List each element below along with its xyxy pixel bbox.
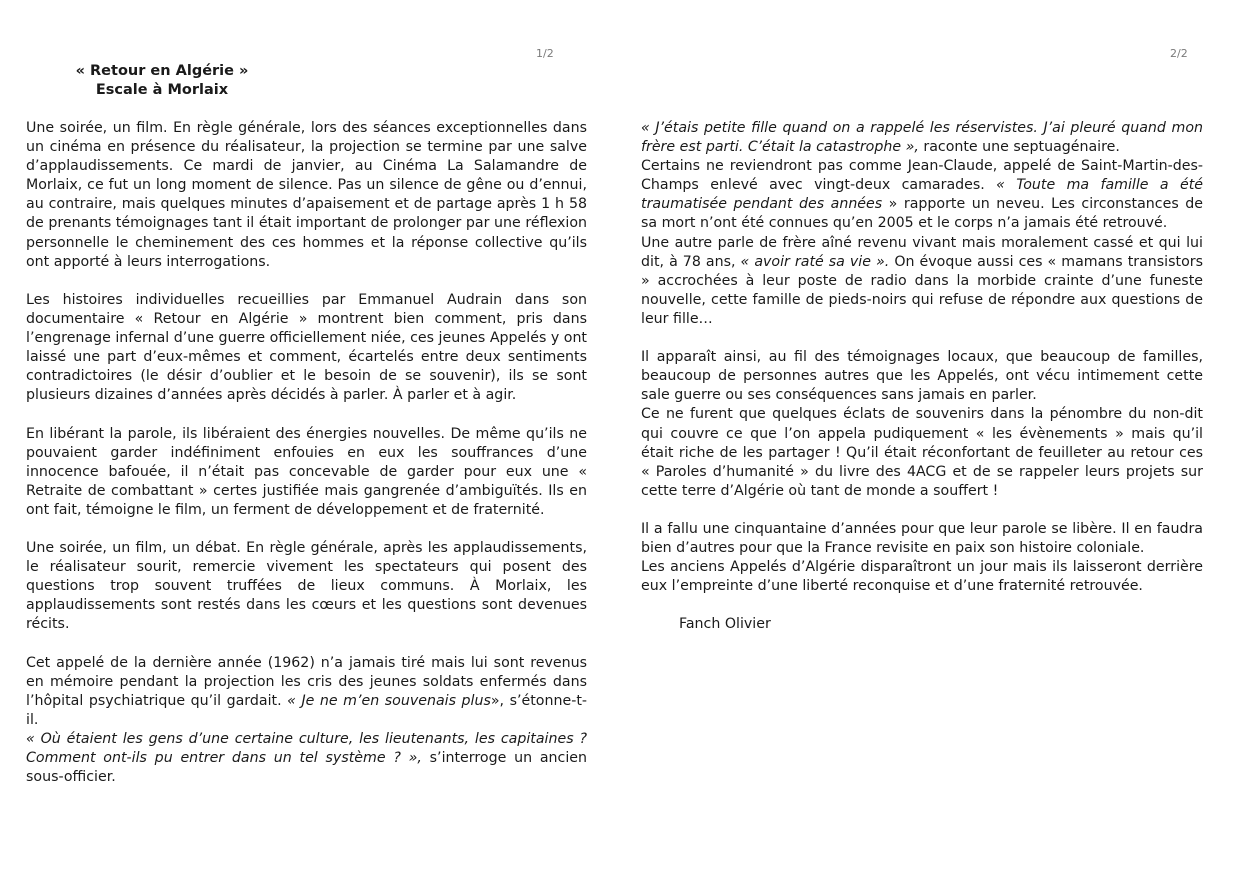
paragraph [641, 157, 1203, 233]
signature: Fanch Olivier [679, 616, 771, 633]
paragraph: Il a fallu une cinquantaine d’années pour que leur parole se libère. Il en faudra bien d’autres pour que la France revisite en paix son histoire coloniale. [641, 520, 1203, 557]
text-run: Cet appelé de la dernière année (1962) n’a jamais tiré mais lui sont revenus en mémoire pendant la projection les cris des jeunes soldats enfermés dans l’hôpital psychiatrique qu’il gardait. [26, 654, 587, 709]
quote: « Toute ma famille a été traumatisée pendant des années [641, 177, 1203, 213]
text-run: », s’étonne-t-il. [26, 692, 588, 728]
paragraph: Une soirée, un film, un débat. En règle générale, après les applaudissements, le réalisateur sourit, remercie vivement les spectateurs qui posent des questions trop souvent truffées de lieux communs. À Morlaix, les applaudissements sont restés dans les cœurs et les questions sont devenues récits. [26, 540, 587, 633]
text-run: raconte une septuagénaire. [918, 139, 1120, 156]
paragraph: Une soirée, un film. En règle générale, lors des séances exceptionnelles dans un cinéma en présence du réalisateur, la projection se termine par une salve d’applaudissements. Ce mardi de janvier, au Cinéma La Salamandre de Morlaix, ce fut un long moment de silence. Pas un silence de gêne ou d’ennui, au contraire, mais quelques minutes d’apaisement et de partage après 1 h 58 de prenants témoignages tant il était important de prolonger par une réflexion personnelle le cheminement des ces hommes et la réponse collective qu’ils ont apporté à leurs interrogations. [26, 120, 587, 270]
paragraph: Ce ne furent que quelques éclats de souvenirs dans la pénombre du non-dit qui couvre ce que l’on appela pudiquement « les évènements » mais qu’il était riche de les partager ! Qu’il était réconfortant de feuilleter au retour ces « Paroles d’humanité » du livre des 4ACG et de se rappeler leurs projets sur cette terre d’Algérie où tant de monde a souffert ! [641, 406, 1203, 499]
text-run: Une autre parle de frère aîné revenu vivant mais moralement cassé et qui lui dit, à 78 ans, [641, 234, 1203, 270]
paragraph [26, 730, 587, 787]
paragraph [26, 654, 587, 730]
page-number: 2/2 [1170, 47, 1188, 60]
text-run: s’interroge un ancien sous-officier. [26, 750, 587, 786]
paragraph: Les anciens Appelés d’Algérie disparaîtront un jour mais ils laisseront derrière eux l’empreinte d’une liberté reconquise et d’une fraternité retrouvée. [641, 559, 1203, 595]
quote: « J’étais petite fille quand on a rappelé les réservistes. J’ai pleuré quand mon frère est parti. C’était la catastrophe », [641, 120, 1203, 156]
right-column [641, 119, 1203, 654]
paragraph: Il apparaît ainsi, au fil des témoignages locaux, que beaucoup de familles, beaucoup de personnes autres que les Appelés, ont vécu intimement cette sale guerre ou ses conséquences sans jamais en parler. [641, 349, 1203, 404]
text-run: » rapporte un neveu. Les circonstances de sa mort n’ont été connues qu’en 2005 et le corps n’a jamais été retrouvé. [641, 196, 1203, 232]
quote: « Je ne m’en souvenais plus [287, 692, 491, 709]
article-title [62, 62, 262, 100]
paragraph: Les histoires individuelles recueillies par Emmanuel Audrain dans son documentaire « Retour en Algérie » montrent bien comment, pris dans l’engrenage infernal d’une guerre officiellement niée, ces jeunes Appelés y ont laissé une part d’eux-mêmes et comment, écartelés entre deux sentiments contradictoires (le désir d’oublier et le besoin de se souvenir), ils se sont plusieurs dizaines d’années après décidés à parler. À parler et à agir. [26, 291, 587, 404]
quote: « avoir raté sa vie ». [740, 253, 890, 270]
title-line: « Retour en Algérie » [75, 63, 249, 79]
quote: « Où étaient les gens d’une certaine culture, les lieutenants, les capitaines ? Comment ont-ils pu entrer dans un tel système ? », [26, 731, 587, 767]
paragraph: En libérant la parole, ils libéraient des énergies nouvelles. De même qu’ils ne pouvaient garder indéfiniment enfouies en eux les souffrances d’une innocence bafouée, il n’était pas concevable de garder pour eux une « Retraite de combattant » certes justifiée mais gangrenée d’ambiguïtés. Ils en ont fait, témoigne le film, un ferment de développement et de fraternité. [26, 425, 587, 518]
paragraph [641, 119, 1203, 157]
text-run: On évoque aussi ces « mamans transistors » accrochées à leur poste de radio dans la morbide crainte d’une funeste nouvelle, cette famille de pieds-noirs qui refuse de répondre aux questions de leur fille… [641, 253, 1203, 327]
page-number: 1/2 [536, 47, 554, 60]
paragraph [641, 234, 1203, 329]
left-column [26, 119, 587, 787]
text-run: Certains ne reviendront pas comme Jean-Claude, appelé de Saint-Martin-des-Champs enlevé avec vingt-deux camarades. [641, 158, 1203, 194]
subtitle-line: Escale à Morlaix [95, 82, 229, 98]
